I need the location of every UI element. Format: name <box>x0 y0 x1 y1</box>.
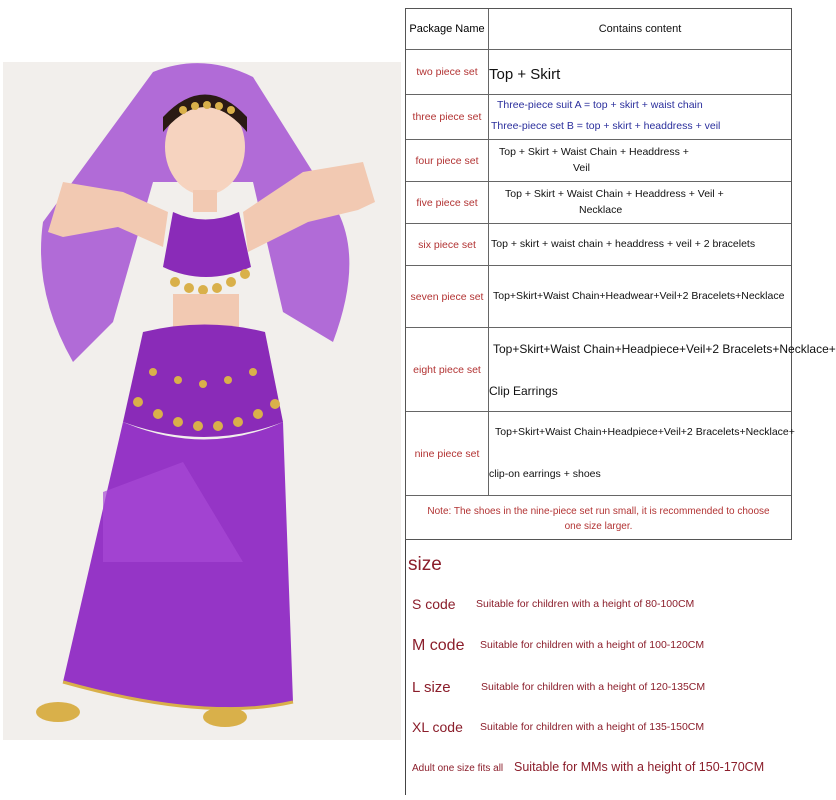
package-name: four piece set <box>406 140 489 181</box>
package-name: eight piece set <box>406 328 489 411</box>
package-contents: Top+Skirt+Waist Chain+Headpiece+Veil+2 Bracelets+Necklace+ clip-on earrings + shoes <box>489 426 795 480</box>
package-name: three piece set <box>406 95 489 139</box>
package-table <box>405 8 836 540</box>
size-desc: Suitable for children with a height of 120-135CM <box>481 681 706 693</box>
size-title: size <box>408 554 442 575</box>
size-row <box>412 635 792 659</box>
package-name: seven piece set <box>406 266 489 327</box>
table-row <box>406 327 836 411</box>
package-contents: Three-piece suit A = top + skirt + waist chain Three-piece set B = top + skirt + headdress + veil <box>491 99 721 132</box>
header-package-name: Package Name <box>406 9 489 49</box>
table-row <box>406 181 791 223</box>
table-row <box>406 265 791 327</box>
size-code: Adult one size fits all <box>412 763 504 774</box>
package-contents: Top + skirt + waist chain + headdress + veil + 2 bracelets <box>491 238 756 250</box>
size-desc: Suitable for MMs with a height of 150-170CM <box>514 760 765 774</box>
table-row <box>406 94 791 139</box>
size-row <box>412 717 792 741</box>
table-row <box>406 223 791 265</box>
package-contents: Top + Skirt <box>489 66 561 83</box>
note-text: Note: The shoes in the nine-piece set run small, it is recommended to choose one size larger. <box>427 505 770 532</box>
size-section <box>405 540 791 795</box>
header-contents: Contains content <box>598 23 682 35</box>
package-name: nine piece set <box>406 412 489 495</box>
package-contents: Top+Skirt+Waist Chain+Headwear+Veil+2 Bracelets+Necklace <box>493 290 785 302</box>
package-contents: Top + Skirt + Waist Chain + Headdress + Veil <box>499 146 689 174</box>
package-name: five piece set <box>406 182 489 223</box>
table-note-row <box>406 495 791 541</box>
table-row <box>406 49 791 94</box>
size-code: S code <box>412 596 456 612</box>
size-code: XL code <box>412 719 463 735</box>
size-code: M code <box>412 637 465 654</box>
size-desc: Suitable for children with a height of 80-100CM <box>476 598 695 610</box>
package-name: six piece set <box>406 224 489 265</box>
table-row <box>406 139 791 181</box>
size-desc: Suitable for children with a height of 100-120CM <box>480 639 705 651</box>
size-row <box>412 677 792 701</box>
product-photo <box>3 62 401 740</box>
size-desc: Suitable for children with a height of 135-150CM <box>480 721 705 733</box>
package-contents: Top + Skirt + Waist Chain + Headdress + Veil + Necklace <box>505 188 724 216</box>
size-row <box>412 758 792 782</box>
size-code: L size <box>412 679 451 696</box>
table-row <box>406 411 795 495</box>
table-header-row <box>406 9 791 49</box>
belly-dance-costume-illustration <box>3 62 401 740</box>
size-row <box>412 594 792 618</box>
package-name: two piece set <box>406 50 489 94</box>
package-contents: Top+Skirt+Waist Chain+Headpiece+Veil+2 Bracelets+Necklace+ Clip Earrings <box>489 342 836 398</box>
